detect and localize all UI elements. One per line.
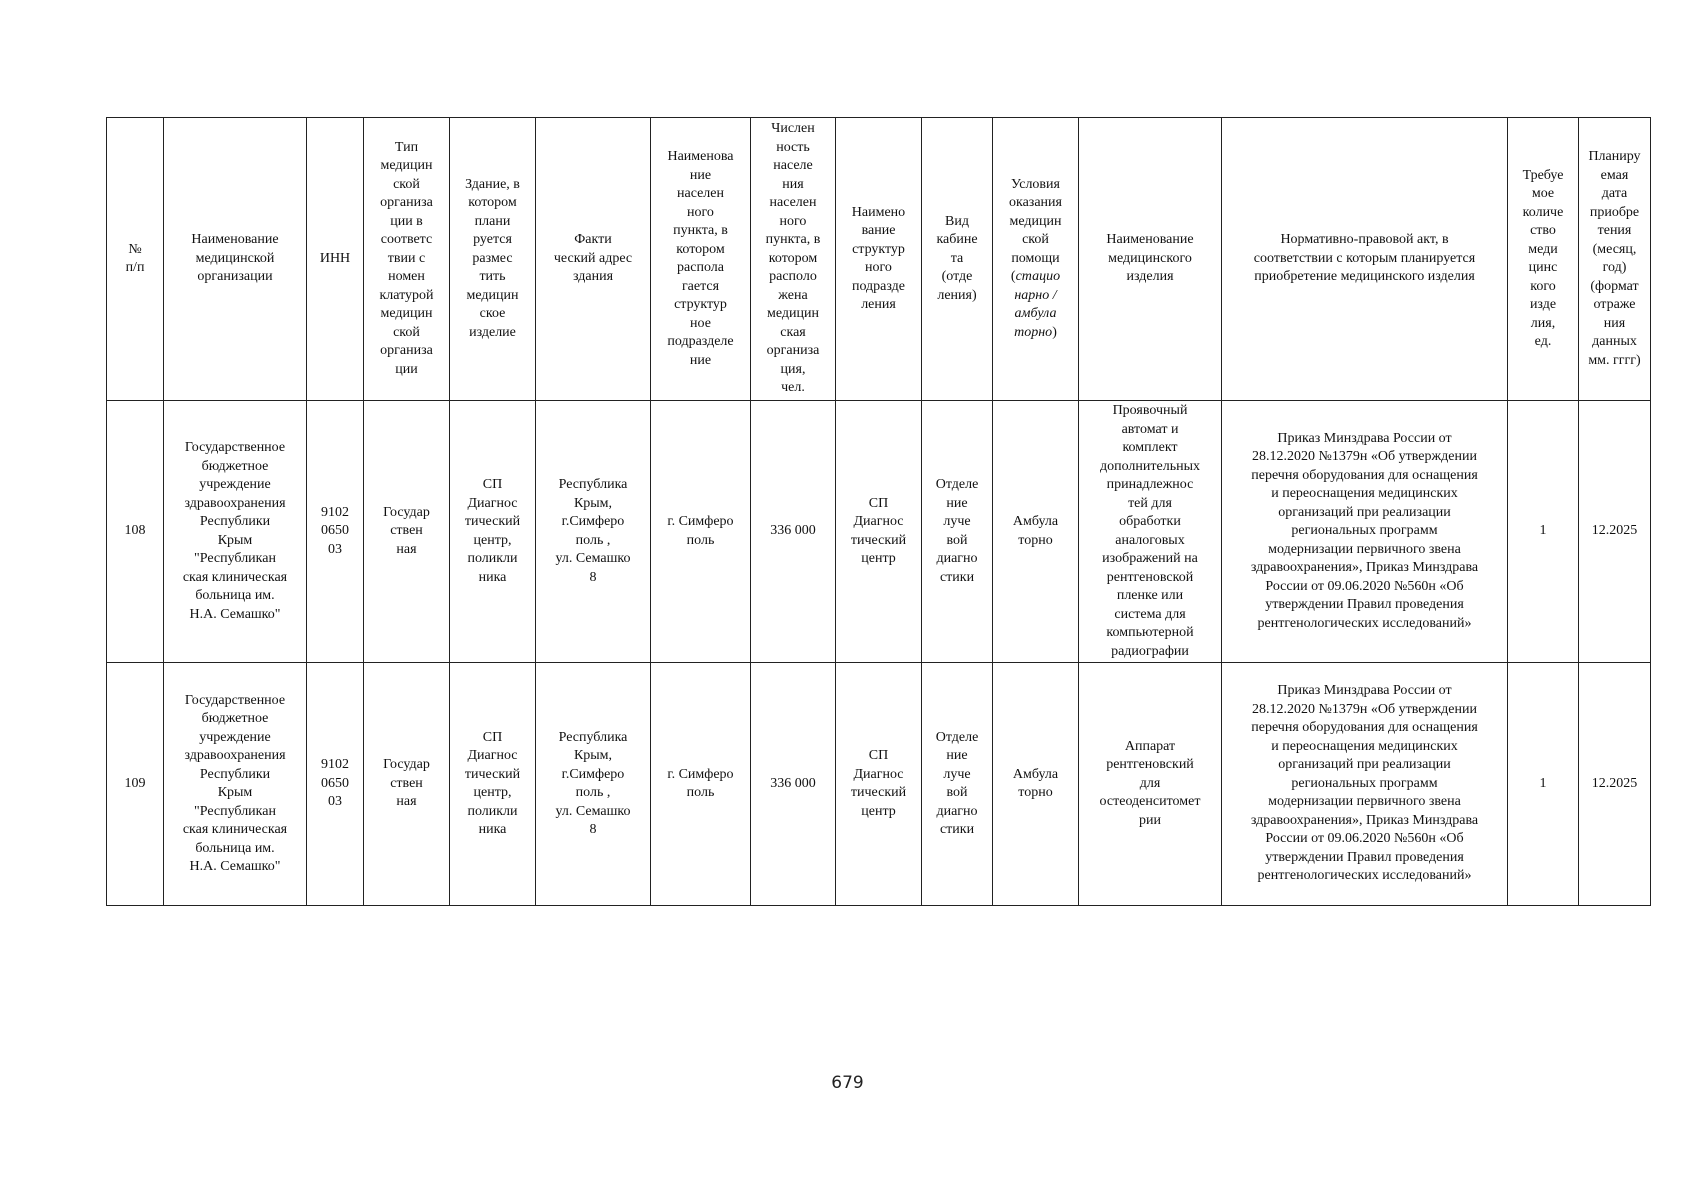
cell-conditions: Амбула торно bbox=[993, 401, 1079, 663]
cell-building: СП Диагнос тический центр, поликли ника bbox=[450, 401, 536, 663]
conditions-italic: стацио нарно / амбула торно bbox=[1014, 269, 1061, 340]
cell-unit: СП Диагнос тический центр bbox=[836, 663, 922, 906]
cell-unit: СП Диагнос тический центр bbox=[836, 401, 922, 663]
cell-act: Приказ Минздрава России от 28.12.2020 №1379н «Об утверждении перечня оборудования для оснащения и переоснащения медицинских организаций при реализации региональных программ модернизации первичного звена здравоохранения», Приказ Минздрава России от 09.06.2020 №560н «Об утверждении Правил проведения рентгенологических исследований» bbox=[1222, 401, 1508, 663]
cell-locality: г. Симферо поль bbox=[651, 663, 751, 906]
conditions-plain: Условия оказания медицин ской помощи ( bbox=[1009, 176, 1062, 285]
cell-population: 336 000 bbox=[751, 663, 836, 906]
cell-device: Аппарат рентгеновский для остеоденситомет рии bbox=[1079, 663, 1222, 906]
cell-inn: 9102 0650 03 bbox=[307, 401, 364, 663]
cell-act: Приказ Минздрава России от 28.12.2020 №1379н «Об утверждении перечня оборудования для оснащения и переоснащения медицинских организаций при реализации региональных программ модернизации первичного звена здравоохранения», Приказ Минздрава России от 09.06.2020 №560н «Об утверждении Правил проведения рентгенологических исследований» bbox=[1222, 663, 1508, 906]
header-type: Тип медицин ской организа ции в соответс твии с номен клатурой медицин ской организа ции bbox=[364, 118, 450, 401]
cell-type: Государ ствен ная bbox=[364, 663, 450, 906]
page-number: 679 bbox=[831, 1073, 864, 1093]
cell-address: Республика Крым, г.Симферо поль , ул. Семашко 8 bbox=[536, 663, 651, 906]
header-conditions bbox=[993, 118, 1079, 401]
table-row bbox=[107, 663, 1651, 906]
equipment-table bbox=[106, 117, 1651, 906]
header-population: Числен ность населе ния населен ного пункта, в котором располо жена медицин ская организа ция, чел. bbox=[751, 118, 836, 401]
header-unit: Наимено вание структур ного подразде ления bbox=[836, 118, 922, 401]
header-act: Нормативно-правовой акт, в соответствии с которым планируется приобретение медицинского изделия bbox=[1222, 118, 1508, 401]
cell-locality: г. Симферо поль bbox=[651, 401, 751, 663]
cell-org: Государственное бюджетное учреждение здравоохранения Республики Крым "Республикан ская клиническая больница им. Н.А. Семашко" bbox=[164, 401, 307, 663]
header-device: Наименование медицинского изделия bbox=[1079, 118, 1222, 401]
cell-conditions: Амбула торно bbox=[993, 663, 1079, 906]
cell-type: Государ ствен ная bbox=[364, 401, 450, 663]
header-locality: Наименова ние населен ного пункта, в котором распола гается структур ное подразделе ние bbox=[651, 118, 751, 401]
cell-address: Республика Крым, г.Симферо поль , ул. Семашко 8 bbox=[536, 401, 651, 663]
header-date: Планиру емая дата приобре тения (месяц, год) (формат отраже ния данных мм. гггг) bbox=[1579, 118, 1651, 401]
header-building: Здание, в котором плани руется размес тить медицин ское изделие bbox=[450, 118, 536, 401]
cell-building: СП Диагнос тический центр, поликли ника bbox=[450, 663, 536, 906]
conditions-close: ) bbox=[1052, 324, 1057, 340]
header-address: Факти ческий адрес здания bbox=[536, 118, 651, 401]
cell-qty: 1 bbox=[1508, 663, 1579, 906]
cell-org: Государственное бюджетное учреждение здравоохранения Республики Крым "Республикан ская клиническая больница им. Н.А. Семашко" bbox=[164, 663, 307, 906]
cell-inn: 9102 0650 03 bbox=[307, 663, 364, 906]
header-qty: Требуе мое количе ство меди цинс кого изде лия, ед. bbox=[1508, 118, 1579, 401]
cell-date: 12.2025 bbox=[1579, 401, 1651, 663]
table-row bbox=[107, 401, 1651, 663]
cell-device: Проявочный автомат и комплект дополнительных принадлежнос тей для обработки аналоговых изображений на рентгеновской пленке или система для компьютерной радиографии bbox=[1079, 401, 1222, 663]
cell-cabinet: Отделе ние луче вой диагно стики bbox=[922, 401, 993, 663]
header-org: Наименование медицинской организации bbox=[164, 118, 307, 401]
cell-population: 336 000 bbox=[751, 401, 836, 663]
cell-num: 109 bbox=[107, 663, 164, 906]
header-num: № п/п bbox=[107, 118, 164, 401]
cell-date: 12.2025 bbox=[1579, 663, 1651, 906]
header-cabinet: Вид кабине та (отде ления) bbox=[922, 118, 993, 401]
cell-cabinet: Отделе ние луче вой диагно стики bbox=[922, 663, 993, 906]
header-row bbox=[107, 118, 1651, 401]
document-sheet bbox=[106, 117, 1651, 906]
cell-qty: 1 bbox=[1508, 401, 1579, 663]
cell-num: 108 bbox=[107, 401, 164, 663]
header-inn: ИНН bbox=[307, 118, 364, 401]
